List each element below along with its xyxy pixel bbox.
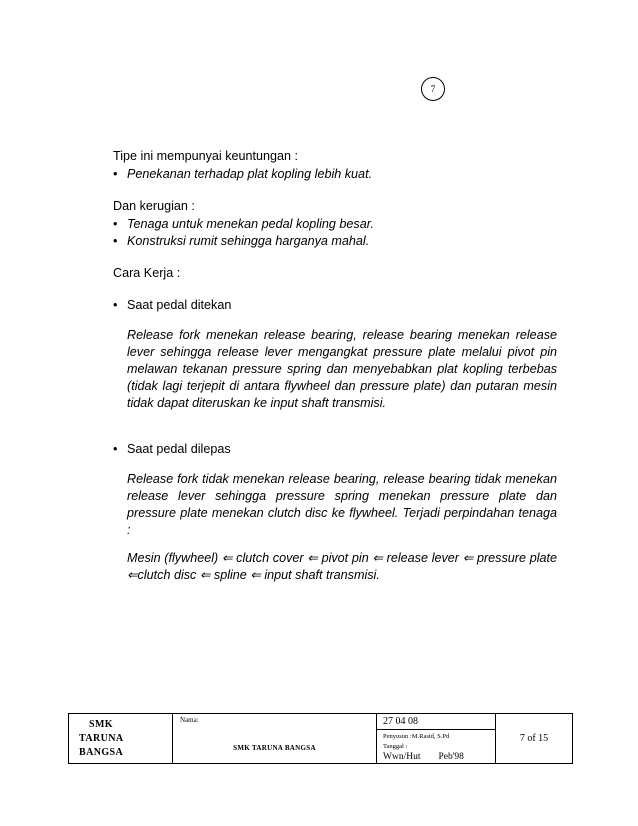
disadvantage-text: Tenaga untuk menekan pedal kopling besar. xyxy=(127,217,374,231)
school-line: SMK xyxy=(89,719,113,730)
page-number-circle xyxy=(421,77,445,101)
bullet-icon: • xyxy=(113,298,118,312)
bullet-icon: • xyxy=(113,167,118,181)
list-item xyxy=(113,166,557,183)
page-number: 7 xyxy=(430,84,436,94)
list-item xyxy=(113,441,557,458)
list-item xyxy=(113,297,557,314)
advantage-text: Penekanan terhadap plat kopling lebih kuat. xyxy=(127,167,373,181)
footer-table xyxy=(68,713,573,764)
list-item xyxy=(113,216,557,233)
page-cell xyxy=(496,714,572,763)
step-title: Saat pedal dilepas xyxy=(127,442,231,456)
reference-code: Wwn/Hut xyxy=(383,752,421,762)
date-value: 27 04 08 xyxy=(383,716,418,727)
name-label: Nama: xyxy=(180,716,199,724)
bullet-icon: • xyxy=(113,217,118,231)
reference-line xyxy=(383,752,464,762)
name-value: SMK TARUNA BANGSA xyxy=(233,744,316,752)
step-description: Release fork tidak menekan release bearing, release bearing tidak menekan release lever sehingga pressure spring menekan pressure plate dan pressure plate menekan clutch disc ke flywheel. Terjadi perpindahan tenaga : xyxy=(127,472,557,537)
power-flow: Mesin (flywheel) ⇐ clutch cover ⇐ pivot pin ⇐ release lever ⇐ pressure plate ⇐clutch disc ⇐ spline ⇐ input shaft transmisi. xyxy=(127,551,557,582)
school-line: TARUNA xyxy=(79,733,124,744)
step-title: Saat pedal ditekan xyxy=(127,298,232,312)
cara-kerja-heading: Cara Kerja : xyxy=(113,266,181,280)
disadvantage-text: Konstruksi rumit sehingga harganya mahal. xyxy=(127,234,370,248)
bullet-icon: • xyxy=(113,442,118,456)
disadvantages-intro: Dan kerugian : xyxy=(113,199,195,213)
document-body xyxy=(113,148,557,584)
divider xyxy=(377,729,495,730)
advantages-intro: Tipe ini mempunyai keuntungan : xyxy=(113,149,299,163)
reference-date: Peb'98 xyxy=(438,752,464,762)
list-item xyxy=(113,233,557,250)
page-count: 7 of 15 xyxy=(519,733,549,744)
step-description: Release fork menekan release bearing, release bearing menekan release lever sehingga release lever mengangkat pressure plate melalui pivot pin melawan tekanan pressure spring dan menyebabkan plat kopling terbebas (tidak lagi terjepit di antara flywheel dan pressure plate) dan putaran mesin tidak dapat diteruskan ke input shaft transmisi. xyxy=(127,328,557,410)
author-text: Penyusun :M.Rasid, S.Pd xyxy=(383,733,450,740)
school-line: BANGSA xyxy=(79,747,124,758)
tanggal-label: Tanggal : xyxy=(383,743,408,750)
school-cell xyxy=(69,714,173,763)
info-cell xyxy=(377,714,496,763)
bullet-icon: • xyxy=(113,234,118,248)
name-cell xyxy=(173,714,377,763)
